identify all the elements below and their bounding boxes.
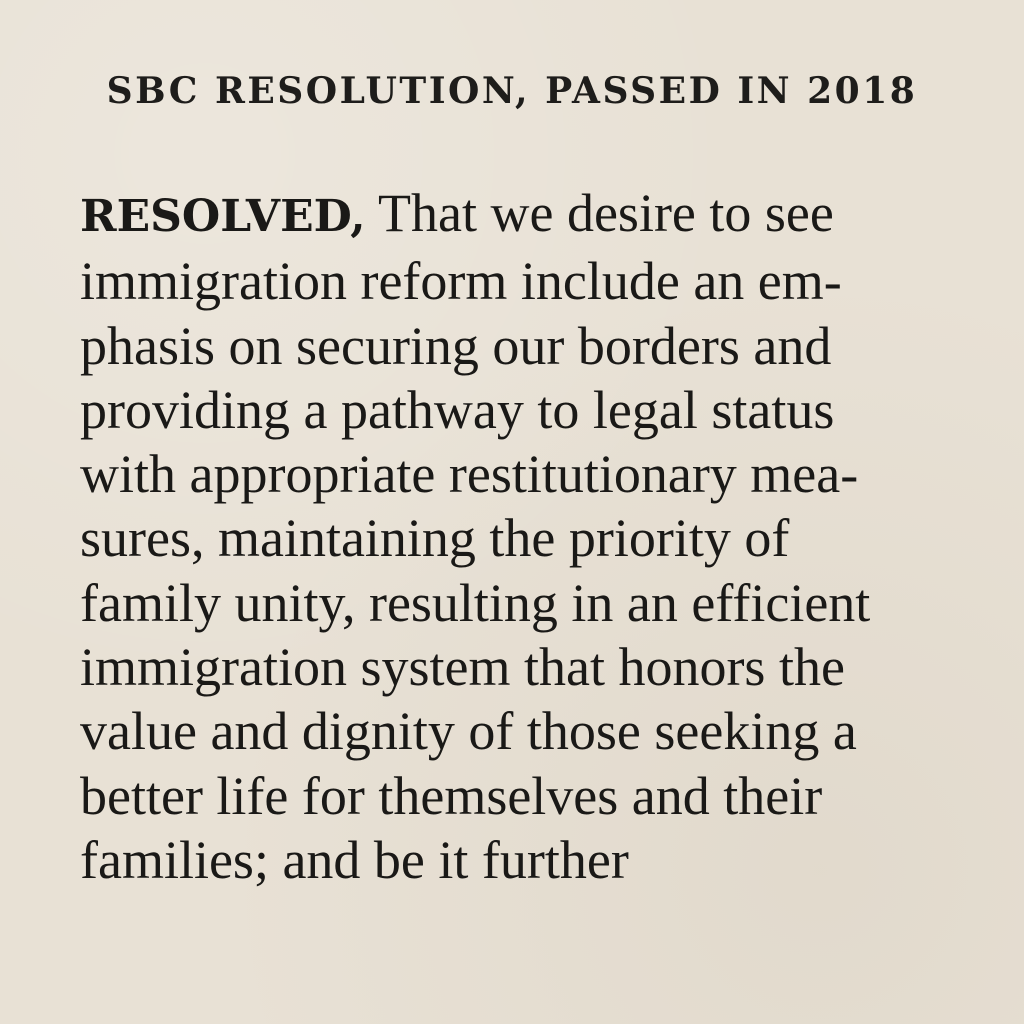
text-line-4: providing a pathway to legal status bbox=[80, 379, 835, 440]
text-line-2: immigration reform include an em- bbox=[80, 251, 842, 312]
text-line-8: immigration system that honors the bbox=[80, 637, 845, 698]
text-line-6: sures, maintaining the priority of bbox=[80, 508, 790, 569]
text-line-11: families; and be it further bbox=[80, 829, 629, 890]
resolution-text bbox=[80, 181, 980, 892]
resolution-heading: SBC RESOLUTION, PASSED IN 2018 bbox=[106, 70, 918, 112]
text-line-1-rest: That we desire to see bbox=[365, 183, 834, 243]
text-line-9: value and dignity of those seeking a bbox=[80, 701, 857, 762]
text-line-10: better life for themselves and their bbox=[80, 765, 823, 826]
text-line-1 bbox=[80, 181, 980, 249]
resolved-keyword: RESOLVED, bbox=[80, 191, 366, 242]
text-line-5: with appropriate restitutionary mea- bbox=[80, 444, 859, 505]
text-line-3: phasis on securing our borders and bbox=[80, 315, 832, 376]
text-line-7: family unity, resulting in an efficient bbox=[80, 572, 871, 633]
